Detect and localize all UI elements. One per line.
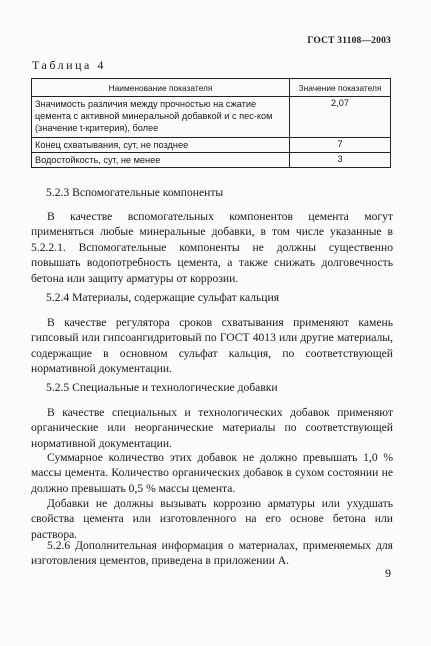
section-heading: 5.2.3 Вспомогательные компоненты	[46, 186, 224, 199]
indicator-name: Водостойкость, сут, не менее	[32, 153, 290, 168]
table-header-row	[32, 79, 391, 97]
table-row	[32, 97, 391, 138]
paragraph: В качестве специальных и технологических добавок применяют органические или неорганические материалы по соответствующей нормативной документации.	[31, 406, 393, 450]
paragraph: Суммарное количество этих добавок не должно превышать 1,0 % массы цемента. Количество органических добавок в сухом состоянии не должно превышать 0,5 % массы цемента.	[31, 451, 393, 495]
indicators-table	[31, 78, 391, 168]
page-number: 9	[385, 566, 391, 580]
column-header: Наименование показателя	[32, 79, 290, 97]
table-row	[32, 153, 391, 168]
table-row	[32, 138, 391, 153]
column-header: Значение показателя	[290, 79, 391, 97]
paragraph: Добавки не должны вызывать коррозию арматуры или ухудшать свойства цемента или изготовленного на его основе бетона или раствора.	[31, 497, 393, 541]
section-heading: 5.2.4 Материалы, содержащие сульфат кальция	[46, 291, 280, 304]
paragraph: 5.2.6 Дополнительная информация о материалах, применяемых для изготовления цементов, приведена в приложении А.	[31, 539, 393, 568]
indicator-name: Конец схватывания, сут, не позднее	[32, 138, 290, 153]
section-heading: 5.2.5 Специальные и технологические добавки	[46, 381, 278, 394]
standard-number: ГОСТ 31108—2003	[307, 36, 391, 46]
indicator-value: 3	[290, 153, 391, 168]
paragraph: В качестве регулятора сроков схватывания применяют камень гипсовый или гипсоангидритовый по ГОСТ 4013 или другие материалы, содержащие в основном сульфат кальция, по соответствующей нормативной документации.	[31, 316, 393, 376]
paragraph: В качестве вспомогательных компонентов цемента могут применяться любые минеральные добавки, в том числе указанные в 5.2.2.1. Вспомогательные компоненты не должны существенно повышать водопотребность цемента, а также снижать долговечность бетона или защиту арматуры от коррозии.	[31, 210, 393, 285]
table-caption: Таблица 4	[32, 58, 106, 72]
indicator-value: 7	[290, 138, 391, 153]
indicator-value: 2,07	[290, 97, 391, 138]
indicator-name: Значимость различия между прочностью на сжатие цемента с активной минеральной добавкой и с пес-ком (значение t-критерия), более	[32, 97, 290, 138]
